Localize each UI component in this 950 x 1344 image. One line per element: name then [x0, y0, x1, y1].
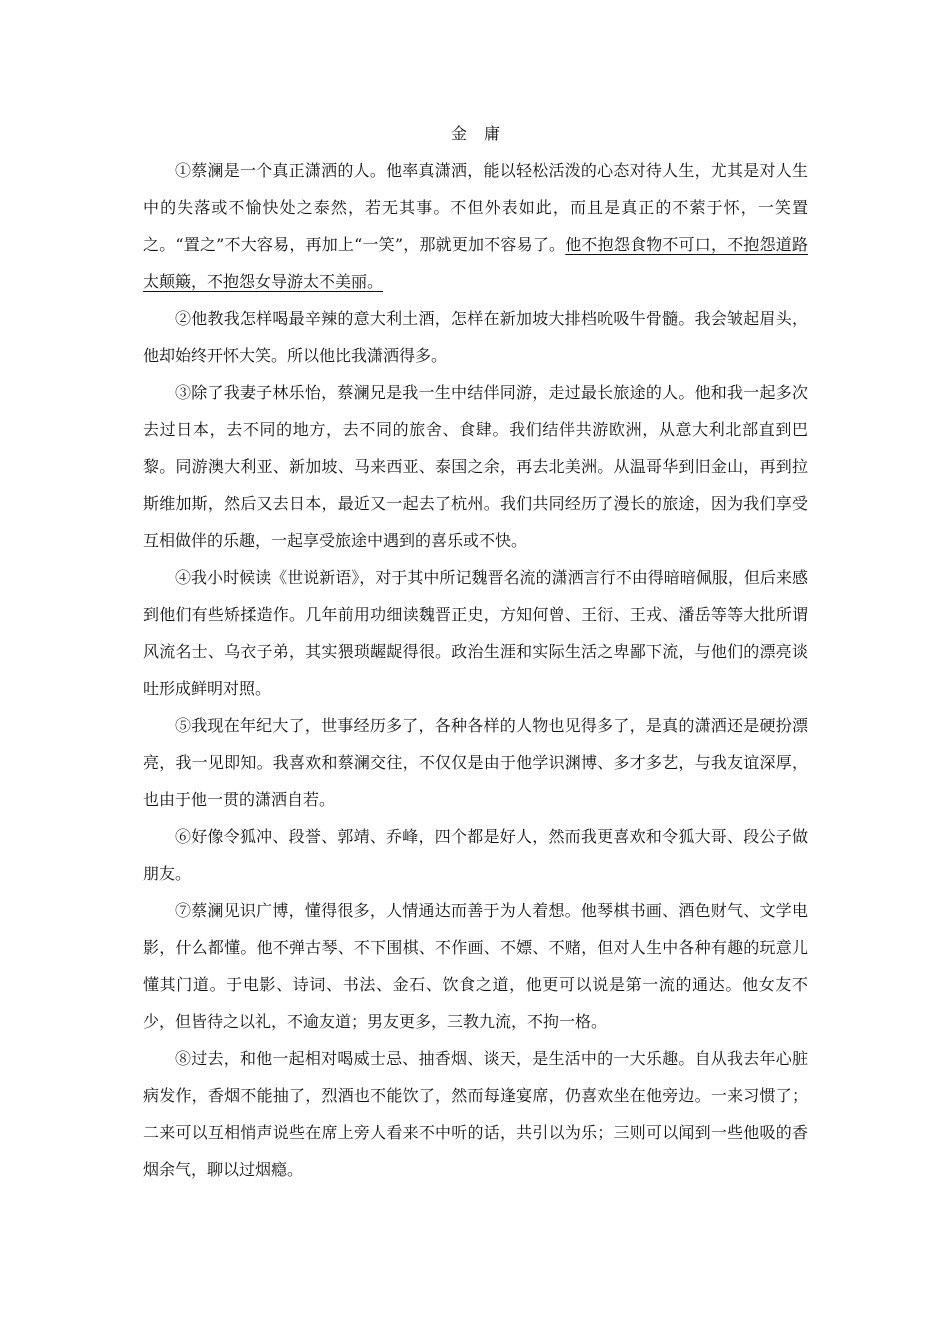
paragraph-4-text: ④我小时候读《世说新语》，对于其中所记魏晋名流的潇洒言行不由得暗暗佩服，但后来感到他们有些矫揉造作。几年前用功细读魏晋正史，方知何曾、王衍、王戎、潘岳等等大批所谓风流名士、乌衣子弟，其实猥琐龌龊得很。政治生涯和实际生活之卑鄙下流，与他们的漂亮谈吐形成鲜明对照。: [143, 568, 808, 698]
paragraph-2-text: ②他教我怎样喝最辛辣的意大利土酒，怎样在新加坡大排档吮吸牛骨髓。我会皱起眉头，他却始终开怀大笑。所以他比我潇洒得多。: [143, 309, 808, 365]
paragraph-5: [143, 707, 808, 818]
author-name: 金 庸: [450, 124, 507, 143]
paragraph-6-text: ⑥好像令狐冲、段誉、郭靖、乔峰，四个都是好人，然而我更喜欢和令狐大哥、段公子做朋友。: [143, 827, 808, 883]
paragraph-4: [143, 559, 808, 707]
paragraph-8: [143, 1040, 808, 1188]
paragraph-7-text: ⑦蔡澜见识广博，懂得很多，人情通达而善于为人着想。他琴棋书画、酒色财气、文学电影，什么都懂。他不弹古琴、不下围棋、不作画、不嫖、不赌，但对人生中各种有趣的玩意儿懂其门道。于电影、诗词、书法、金石、饮食之道，他更可以说是第一流的通达。他女友不少，但皆待之以礼，不逾友道；男友更多，三教九流，不拘一格。: [143, 901, 808, 1031]
paragraph-3-text: ③除了我妻子林乐怡，蔡澜兄是我一生中结伴同游，走过最长旅途的人。他和我一起多次去过日本，去不同的地方，去不同的旅舍、食肆。我们结伴共游欧洲，从意大利北部直到巴黎。同游澳大利亚、新加坡、马来西亚、泰国之余，再去北美洲。从温哥华到旧金山，再到拉斯维加斯，然后又去日本，最近又一起去了杭州。我们共同经历了漫长的旅途，因为我们享受互相做伴的乐趣，一起享受旅途中遇到的喜乐或不快。: [143, 383, 808, 550]
paragraph-6: [143, 818, 808, 892]
article-body: [143, 116, 808, 1188]
paragraph-7: [143, 892, 808, 1040]
paragraph-8-text: ⑧过去，和他一起相对喝威士忌、抽香烟、谈天，是生活中的一大乐趣。自从我去年心脏病发作，香烟不能抽了，烈酒也不能饮了，然而每逢宴席，仍喜欢坐在他旁边。一来习惯了；二来可以互相悄声说些在席上旁人看来不中听的话，共引以为乐；三则可以闻到一些他吸的香烟余气，聊以过烟瘾。: [143, 1049, 808, 1179]
paragraph-2: [143, 300, 808, 374]
paragraph-5-text: ⑤我现在年纪大了，世事经历多了，各种各样的人物也见得多了，是真的潇洒还是硬扮漂亮，我一见即知。我喜欢和蔡澜交往，不仅仅是由于他学识渊博、多才多艺，与我友谊深厚，也由于他一贯的潇洒自若。: [143, 716, 808, 809]
paragraph-1: [143, 152, 808, 300]
paragraph-1-text: ①蔡澜是一个真正潇洒的人。他率真潇洒，能以轻松活泼的心态对待人生，尤其是对人生中的失落或不愉快处之泰然，若无其事。不但外表如此，而且是真正的不萦于怀，一笑置之。“置之”不大容易，再加上“一笑”，那就更加不容易了。: [143, 161, 808, 254]
paragraph-1-underlined-sentence: 他不抱怨食物不可口，不抱怨道路太颠簸，不抱怨女导游太不美丽。: [143, 235, 808, 291]
paragraph-3: [143, 374, 808, 559]
